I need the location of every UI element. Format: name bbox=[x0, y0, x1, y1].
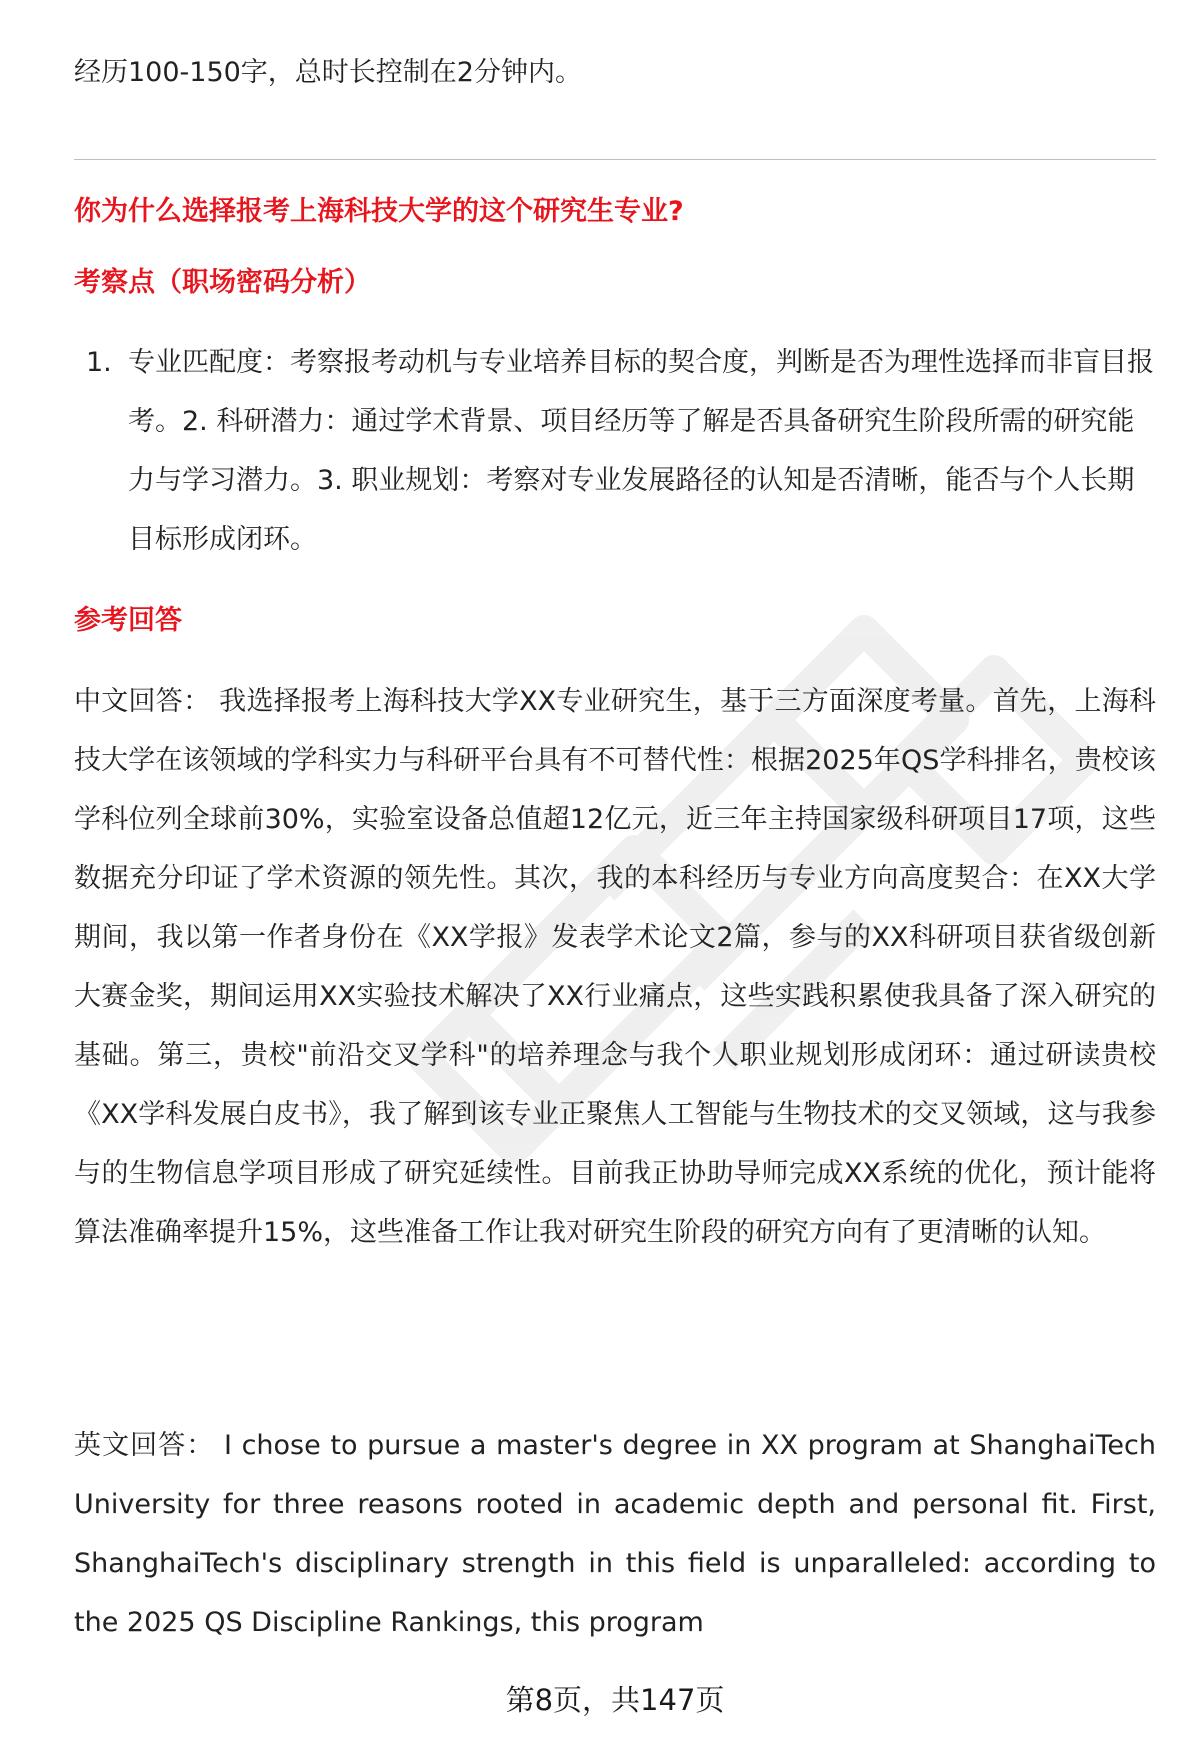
document-page bbox=[74, 0, 1156, 1755]
intro-tail-text: 经历100-150字，总时长控制在2分钟内。 bbox=[74, 57, 582, 88]
section-divider bbox=[74, 159, 1156, 160]
page-footer: 第8页，共147页 bbox=[505, 1683, 725, 1717]
assessment-title: 考察点（职场密码分析） bbox=[74, 267, 371, 298]
reference-title: 参考回答 bbox=[74, 605, 182, 636]
chinese-answer-paragraph: 中文回答： 我选择报考上海科技大学XX专业研究生，基于三方面深度考量。首先，上海科技大学在该领域的学科实力与科研平台具有不可替代性：根据2025年QS学科排名，贵校该学科位列全球前30%，实验室设备总值超12亿元，近三年主持国家级科研项目17项，这些数据充分印证了学术资源的领先性。其次，我的本科经历与专业方向高度契合：在XX大学期间，我以第一作者身份在《XX学报》发表学术论文2篇，参与的XX科研项目获省级创新大赛金奖，期间运用XX实验技术解决了XX行业痛点，这些实践积累使我具备了深入研究的基础。第三，贵校"前沿交叉学科"的培养理念与我个人职业规划形成闭环：通过研读贵校《XX学科发展白皮书》，我了解到该专业正聚焦人工智能与生物技术的交叉领域，这与我参与的生物信息学项目形成了研究延续性。目前我正协助导师完成XX系统的优化，预计能将算法准确率提升15%，这些准备工作让我对研究生阶段的研究方向有了更清晰的认知。 bbox=[74, 686, 1156, 1248]
question-title: 你为什么选择报考上海科技大学的这个研究生专业? bbox=[74, 196, 684, 227]
list-item-number: 1. bbox=[86, 347, 112, 378]
english-answer-paragraph: 英文回答： I chose to pursue a master's degree in XX program at ShanghaiTech University for three reasons rooted in academic depth and personal fit. First, ShanghaiTech's disciplinary strength in this field is unparalleled: according to the 2025 QS Discipline Rankings, this program bbox=[74, 1430, 1156, 1638]
list-item-text: 专业匹配度：考察报考动机与专业培养目标的契合度，判断是否为理性选择而非盲目报考。2. 科研潜力：通过学术背景、项目经历等了解是否具备研究生阶段所需的研究能力与学习潜力。3. 职业规划：考察对专业发展路径的认知是否清晰，能否与个人长期目标形成闭环。 bbox=[128, 347, 1154, 555]
